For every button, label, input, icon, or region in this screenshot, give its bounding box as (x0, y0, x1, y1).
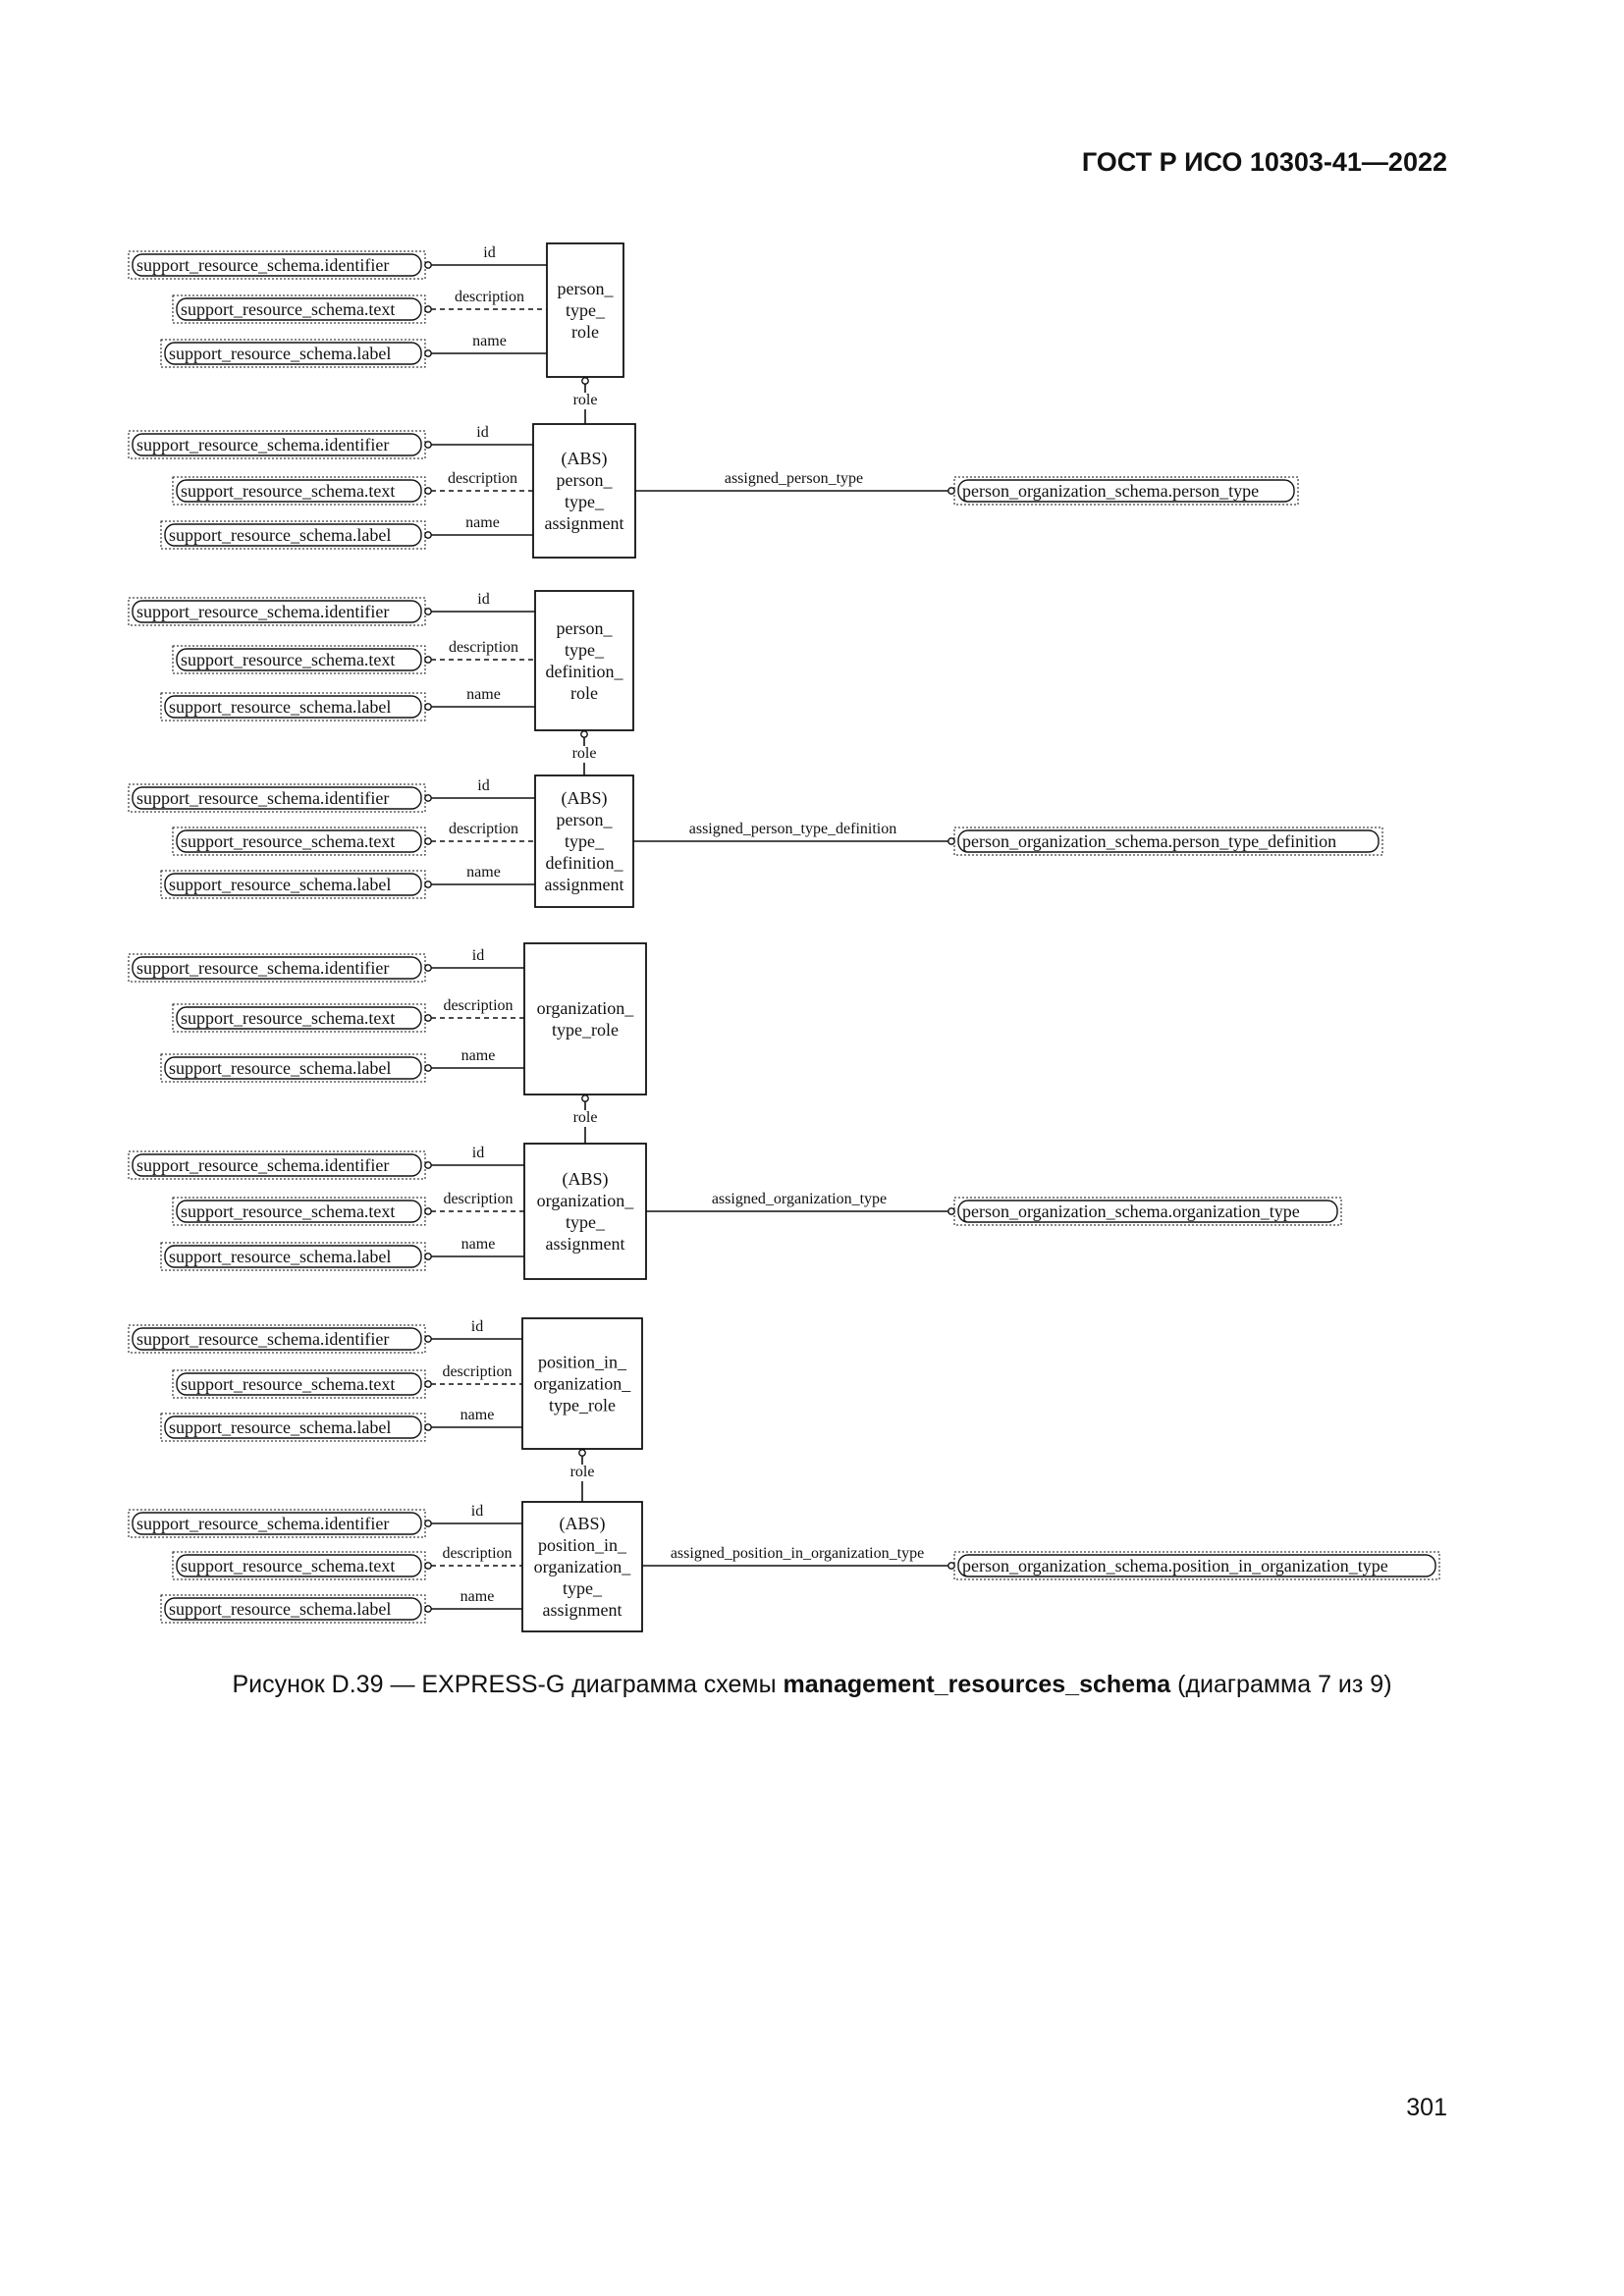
entity-name-line: organization_ (536, 998, 634, 1018)
attr-label-id: id (470, 1318, 484, 1335)
optional-circle (425, 657, 431, 663)
reference-label: support_resource_schema.identifier (136, 255, 390, 275)
optional-circle (425, 1606, 431, 1612)
attr-label-id: id (470, 1503, 484, 1520)
optional-circle (425, 1065, 431, 1071)
attr-label-name: name (472, 333, 507, 349)
entity-box (533, 424, 635, 558)
optional-circle (425, 488, 431, 494)
entity-name-line: type_ (563, 1578, 602, 1598)
entity-name-line: type_ (566, 1212, 605, 1232)
entity-name-line: (ABS) (559, 1514, 606, 1533)
optional-circle (582, 1095, 588, 1101)
entity-name-line: organization_ (533, 1557, 631, 1576)
reference-label: support_resource_schema.identifier (136, 1155, 390, 1175)
optional-circle (425, 881, 431, 887)
attr-label-role: role (572, 392, 598, 408)
optional-circle (425, 1254, 431, 1259)
optional-circle (948, 1563, 954, 1569)
optional-circle (425, 442, 431, 448)
entity-name-line: assignment (542, 1600, 623, 1620)
reference-label: support_resource_schema.label (169, 697, 392, 717)
reference-label: support_resource_schema.identifier (136, 958, 390, 978)
entity-name-line: type_ (566, 300, 605, 320)
optional-circle (425, 965, 431, 971)
attr-label-id: id (477, 777, 490, 794)
attr-label-name: name (460, 1588, 495, 1605)
attr-label-description: description (447, 470, 518, 487)
entity-name-line: organization_ (536, 1191, 634, 1210)
entity-name-line: (ABS) (561, 449, 608, 468)
reference-label: support_resource_schema.text (181, 481, 396, 501)
attr-label-description: description (448, 821, 519, 837)
assigned-attr-label: assigned_organization_type (711, 1191, 888, 1207)
entity-name-line: person_ (556, 810, 613, 829)
reference-label: support_resource_schema.identifier (136, 435, 390, 454)
attr-label-id: id (471, 947, 485, 964)
reference-label: support_resource_schema.label (169, 525, 392, 545)
attr-label-id: id (483, 244, 496, 261)
entity-name-line: (ABS) (562, 1169, 609, 1189)
optional-circle (425, 1336, 431, 1342)
attr-label-description: description (442, 1363, 513, 1380)
reference-label: support_resource_schema.label (169, 1247, 392, 1266)
attr-label-role: role (569, 1464, 595, 1480)
optional-circle (425, 1208, 431, 1214)
entity-name-line: definition_ (545, 662, 623, 681)
entity-name-line: type_ (565, 831, 604, 851)
reference-label: support_resource_schema.label (169, 1417, 392, 1437)
reference-label: support_resource_schema.text (181, 1008, 396, 1028)
reference-label: support_resource_schema.text (181, 299, 396, 319)
entity-name-line: person_ (557, 279, 614, 298)
entity-name-line: assignment (544, 513, 624, 533)
attr-label-name: name (460, 1236, 496, 1253)
attr-label-name: name (460, 1047, 496, 1064)
reference-label: support_resource_schema.label (169, 1599, 392, 1619)
optional-circle (582, 378, 588, 384)
reference-label: support_resource_schema.text (181, 1556, 396, 1575)
document-header: ГОСТ Р ИСО 10303-41—2022 (1081, 147, 1447, 177)
reference-label: person_organization_schema.organization_type (962, 1201, 1300, 1221)
attr-label-description: description (443, 1191, 514, 1207)
entity-name-line: person_ (556, 470, 613, 490)
entity-name-line: organization_ (533, 1373, 631, 1394)
optional-circle (425, 609, 431, 614)
optional-circle (425, 306, 431, 312)
optional-circle (948, 838, 954, 844)
optional-circle (425, 1015, 431, 1021)
attr-label-role: role (572, 1109, 598, 1126)
optional-circle (425, 1162, 431, 1168)
entity-name-line: role (570, 683, 598, 703)
attr-label-description: description (448, 639, 519, 656)
reference-label: support_resource_schema.identifier (136, 788, 390, 808)
entity-name-line: assignment (544, 875, 624, 894)
reference-label: support_resource_schema.label (169, 1058, 392, 1078)
optional-circle (425, 704, 431, 710)
entity-box (524, 1144, 646, 1279)
optional-circle (425, 262, 431, 268)
entity-name-line: type_ (565, 492, 604, 511)
attr-label-description: description (443, 997, 514, 1014)
entity-name-line: position_in_ (537, 1535, 627, 1555)
optional-circle (425, 532, 431, 538)
reference-label: support_resource_schema.identifier (136, 1329, 390, 1349)
reference-label: support_resource_schema.identifier (136, 1514, 390, 1533)
reference-label: person_organization_schema.position_in_organization_type (962, 1556, 1388, 1575)
reference-label: support_resource_schema.label (169, 344, 392, 363)
optional-circle (948, 488, 954, 494)
reference-label: support_resource_schema.text (181, 1201, 396, 1221)
optional-circle (425, 350, 431, 356)
entity-name-line: assignment (545, 1234, 625, 1254)
attr-label-role: role (571, 745, 597, 762)
attr-label-name: name (466, 864, 501, 881)
entity-box (524, 943, 646, 1095)
entity-name-line: (ABS) (561, 788, 608, 808)
optional-circle (425, 838, 431, 844)
entity-box (535, 591, 633, 730)
optional-circle (425, 1424, 431, 1430)
reference-label: support_resource_schema.text (181, 1374, 396, 1394)
reference-label: support_resource_schema.label (169, 875, 392, 894)
reference-label: support_resource_schema.text (181, 831, 396, 851)
optional-circle (579, 1450, 585, 1456)
figure-caption (0, 1671, 1624, 1699)
attr-label-name: name (466, 686, 501, 703)
entity-name-line: type_ (565, 640, 604, 660)
attr-label-name: name (460, 1407, 495, 1423)
attr-label-description: description (454, 289, 525, 305)
attr-label-id: id (471, 1145, 485, 1161)
attr-label-id: id (476, 424, 489, 441)
attr-label-description: description (442, 1545, 513, 1562)
assigned-attr-label: assigned_position_in_organization_type (670, 1545, 925, 1562)
reference-label: support_resource_schema.identifier (136, 602, 390, 621)
attr-label-name: name (465, 514, 500, 531)
entity-name-line: type_role (549, 1395, 616, 1415)
entity-name-line: person_ (556, 618, 613, 638)
entity-name-line: type_role (552, 1020, 619, 1040)
attr-label-id: id (477, 591, 490, 608)
reference-label: person_organization_schema.person_type (962, 481, 1260, 501)
optional-circle (425, 795, 431, 801)
reference-label: support_resource_schema.text (181, 650, 396, 669)
caption-schema-name: management_resources_schema (783, 1671, 1171, 1698)
reference-label: person_organization_schema.person_type_definition (962, 831, 1337, 851)
caption-suffix: (диаграмма 7 из 9) (1170, 1671, 1392, 1698)
assigned-attr-label: assigned_person_type_definition (688, 821, 897, 837)
optional-circle (425, 1381, 431, 1387)
assigned-attr-label: assigned_person_type (724, 470, 864, 487)
entity-name-line: position_in_ (537, 1352, 627, 1372)
optional-circle (581, 731, 587, 737)
entity-name-line: role (571, 322, 599, 342)
caption-prefix: Рисунок D.39 — EXPRESS-G диаграмма схемы (232, 1671, 784, 1698)
optional-circle (948, 1208, 954, 1214)
optional-circle (425, 1521, 431, 1526)
entity-name-line: definition_ (545, 853, 623, 873)
page-number: 301 (1406, 2094, 1447, 2121)
optional-circle (425, 1563, 431, 1569)
